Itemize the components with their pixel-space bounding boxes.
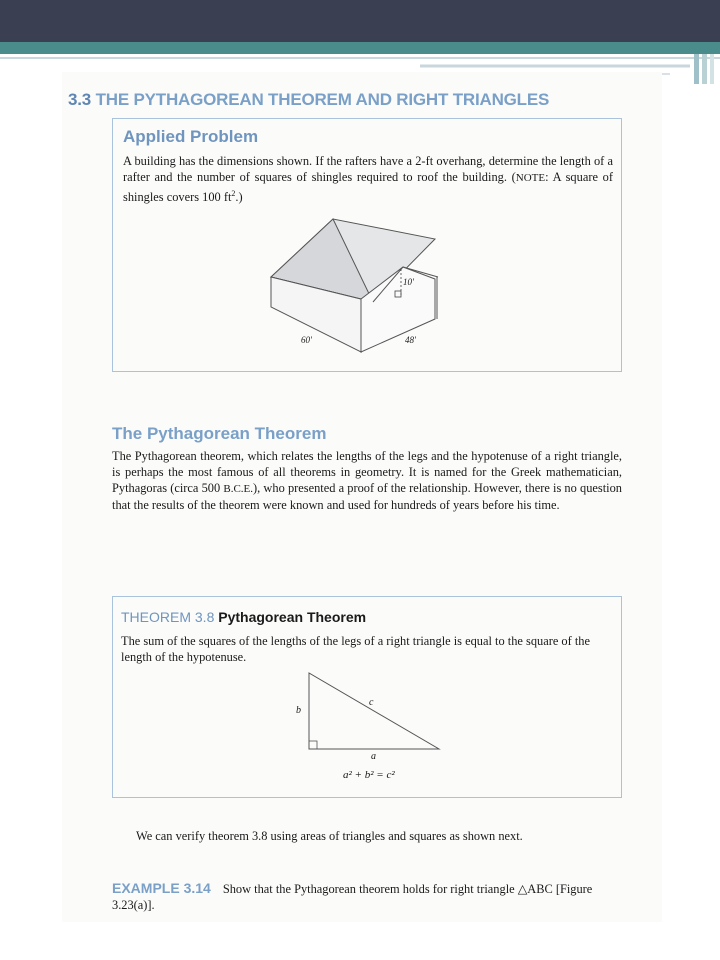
pythagorean-paragraph [112,448,622,513]
label-a: a [371,751,376,762]
section-title [68,90,549,110]
width-label: 48' [405,335,416,345]
label-c: c [369,697,374,708]
theorem-label: THEOREM 3.8 [121,609,215,625]
pythagorean-paragraph-part-2: ), who presented a proof of the relationship. However, there is no question that the results of the theorem were known and used for hundreds of years before his time. [112,481,622,512]
pythagorean-formula: a² + b² = c² [343,769,395,781]
pythagorean-paragraph-part-1: The Pythagorean theorem, which relates the lengths of the legs and the hypotenuse of a right triangle, is perhaps the most famous of all theorems in geometry. It is named for the Greek mathematician, Pythagoras (circa 500 [112,449,622,495]
applied-problem-note-text: : A square of shingles covers 100 ft [123,170,613,205]
section-title-text: THE PYTHAGOREAN THEOREM AND RIGHT TRIANGLES [95,90,550,109]
note-label: NOTE [515,172,546,184]
applied-problem-box [112,118,622,372]
example-text: Show that the Pythagorean theorem holds for right triangle △ABC [Figure 3.23(a)]. [112,882,593,912]
applied-problem-text-end: .) [235,190,243,205]
verify-paragraph: We can verify theorem 3.8 using areas of triangles and squares as shown next. [136,829,523,843]
section-number: 3.3 [68,90,92,109]
slide-accent-stripe [0,42,720,54]
example-block [112,880,626,913]
right-triangle [309,673,439,749]
applied-problem-heading: Applied Problem [123,127,259,146]
theorem-name: Pythagorean Theorem [218,609,367,625]
example-label: EXAMPLE 3.14 [112,880,211,896]
height-label: 10' [403,277,414,287]
bce-abbreviation: B.C.E. [223,483,254,495]
house-figure [113,119,621,371]
theorem-text: The sum of the squares of the lengths of the legs of a right triangle is equal to the square of the length of the hypotenuse. [121,634,590,664]
right-triangle-figure [113,597,621,797]
slide-header-bar [0,0,720,42]
pythagorean-theorem-heading: The Pythagorean Theorem [112,424,327,443]
length-label: 60' [301,335,312,345]
applied-problem-text-part: A building has the dimensions shown. If the rafters have a 2-ft overhang, determine the length of a rafter and the number of squares of shingles required to roof the building. ( [123,154,613,184]
right-angle-marker [309,741,317,749]
exponent: 2 [231,189,236,198]
label-b: b [296,705,301,716]
theorem-box [112,596,622,798]
